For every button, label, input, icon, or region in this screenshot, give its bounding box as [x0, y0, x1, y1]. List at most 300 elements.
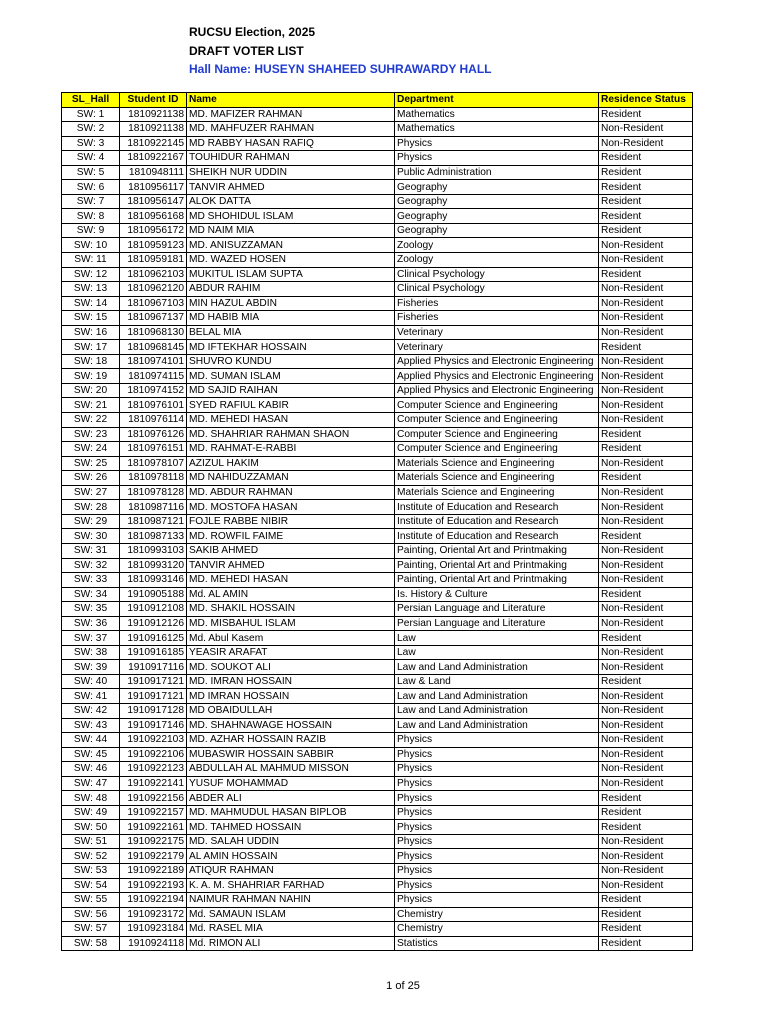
- cell-department: Zoology: [395, 253, 599, 268]
- cell-name: MD. SHAKIL HOSSAIN: [187, 602, 395, 617]
- cell-residence-status: Non-Resident: [599, 762, 693, 777]
- cell-residence-status: Non-Resident: [599, 543, 693, 558]
- cell-student-id: 1810968130: [120, 325, 187, 340]
- cell-name: MD. ABDUR RAHMAN: [187, 485, 395, 500]
- cell-sl-hall: SW: 22: [62, 413, 120, 428]
- cell-department: Institute of Education and Research: [395, 514, 599, 529]
- cell-department: Physics: [395, 805, 599, 820]
- cell-department: Law and Land Administration: [395, 689, 599, 704]
- cell-sl-hall: SW: 42: [62, 703, 120, 718]
- column-header-sl-hall: SL_Hall: [62, 93, 120, 108]
- cell-sl-hall: SW: 53: [62, 863, 120, 878]
- voter-table: [61, 92, 693, 951]
- cell-student-id: 1810956172: [120, 223, 187, 238]
- cell-name: Md. RIMON ALI: [187, 936, 395, 951]
- cell-student-id: 1810962120: [120, 282, 187, 297]
- cell-sl-hall: SW: 24: [62, 442, 120, 457]
- cell-student-id: 1910917116: [120, 660, 187, 675]
- cell-department: Is. History & Culture: [395, 587, 599, 602]
- cell-sl-hall: SW: 55: [62, 893, 120, 908]
- table-row: [62, 529, 693, 544]
- cell-department: Computer Science and Engineering: [395, 398, 599, 413]
- cell-department: Physics: [395, 893, 599, 908]
- cell-name: MD. WAZED HOSEN: [187, 253, 395, 268]
- cell-student-id: 1810921138: [120, 122, 187, 137]
- cell-residence-status: Resident: [599, 427, 693, 442]
- cell-department: Chemistry: [395, 907, 599, 922]
- cell-name: MD. MAHMUDUL HASAN BIPLOB: [187, 805, 395, 820]
- cell-student-id: 1910922179: [120, 849, 187, 864]
- cell-sl-hall: SW: 7: [62, 194, 120, 209]
- cell-name: TOUHIDUR RAHMAN: [187, 151, 395, 166]
- cell-sl-hall: SW: 21: [62, 398, 120, 413]
- cell-residence-status: Non-Resident: [599, 369, 693, 384]
- cell-residence-status: Non-Resident: [599, 296, 693, 311]
- cell-sl-hall: SW: 10: [62, 238, 120, 253]
- cell-residence-status: Resident: [599, 180, 693, 195]
- cell-name: MD. MISBAHUL ISLAM: [187, 616, 395, 631]
- cell-name: NAIMUR RAHMAN NAHIN: [187, 893, 395, 908]
- cell-name: SHEIKH NUR UDDIN: [187, 165, 395, 180]
- cell-residence-status: Non-Resident: [599, 136, 693, 151]
- cell-residence-status: Non-Resident: [599, 485, 693, 500]
- cell-residence-status: Resident: [599, 674, 693, 689]
- cell-name: MD SHOHIDUL ISLAM: [187, 209, 395, 224]
- cell-residence-status: Resident: [599, 922, 693, 937]
- table-row: [62, 500, 693, 515]
- cell-student-id: 1810956117: [120, 180, 187, 195]
- cell-name: Md. SAMAUN ISLAM: [187, 907, 395, 922]
- table-row: [62, 369, 693, 384]
- cell-sl-hall: SW: 25: [62, 456, 120, 471]
- cell-name: MD. TAHMED HOSSAIN: [187, 820, 395, 835]
- cell-name: AZIZUL HAKIM: [187, 456, 395, 471]
- cell-student-id: 1910922156: [120, 791, 187, 806]
- cell-student-id: 1910922123: [120, 762, 187, 777]
- cell-sl-hall: SW: 5: [62, 165, 120, 180]
- cell-department: Fisheries: [395, 311, 599, 326]
- cell-department: Public Administration: [395, 165, 599, 180]
- cell-residence-status: Non-Resident: [599, 863, 693, 878]
- cell-residence-status: Non-Resident: [599, 573, 693, 588]
- cell-residence-status: Non-Resident: [599, 500, 693, 515]
- cell-sl-hall: SW: 12: [62, 267, 120, 282]
- cell-name: Md. Abul Kasem: [187, 631, 395, 646]
- cell-department: Physics: [395, 762, 599, 777]
- table-row: [62, 543, 693, 558]
- table-row: [62, 296, 693, 311]
- cell-sl-hall: SW: 34: [62, 587, 120, 602]
- cell-student-id: 1910912126: [120, 616, 187, 631]
- hall-name: Hall Name: HUSEYN SHAHEED SUHRAWARDY HALL: [189, 62, 492, 76]
- cell-department: Law and Land Administration: [395, 718, 599, 733]
- cell-residence-status: Non-Resident: [599, 558, 693, 573]
- cell-residence-status: Non-Resident: [599, 849, 693, 864]
- list-title: DRAFT VOTER LIST: [189, 44, 304, 58]
- table-row: [62, 834, 693, 849]
- table-row: [62, 209, 693, 224]
- cell-student-id: 1910922175: [120, 834, 187, 849]
- cell-student-id: 1910924118: [120, 936, 187, 951]
- cell-residence-status: Non-Resident: [599, 645, 693, 660]
- cell-name: MD. MAFIZER RAHMAN: [187, 107, 395, 122]
- cell-residence-status: Resident: [599, 631, 693, 646]
- cell-department: Mathematics: [395, 107, 599, 122]
- table-header-row: [62, 93, 693, 108]
- table-row: [62, 733, 693, 748]
- cell-student-id: 1810974152: [120, 383, 187, 398]
- cell-student-id: 1910916185: [120, 645, 187, 660]
- cell-name: YUSUF MOHAMMAD: [187, 776, 395, 791]
- cell-name: BELAL MIA: [187, 325, 395, 340]
- cell-sl-hall: SW: 39: [62, 660, 120, 675]
- cell-residence-status: Non-Resident: [599, 253, 693, 268]
- cell-student-id: 1910917128: [120, 703, 187, 718]
- cell-student-id: 1910922189: [120, 863, 187, 878]
- table-row: [62, 340, 693, 355]
- cell-student-id: 1810967103: [120, 296, 187, 311]
- cell-department: Clinical Psychology: [395, 267, 599, 282]
- cell-name: MD. MEHEDI HASAN: [187, 413, 395, 428]
- cell-residence-status: Non-Resident: [599, 776, 693, 791]
- cell-sl-hall: SW: 36: [62, 616, 120, 631]
- cell-department: Physics: [395, 791, 599, 806]
- cell-student-id: 1810921138: [120, 107, 187, 122]
- cell-department: Applied Physics and Electronic Engineering: [395, 354, 599, 369]
- cell-residence-status: Resident: [599, 791, 693, 806]
- cell-sl-hall: SW: 54: [62, 878, 120, 893]
- cell-sl-hall: SW: 2: [62, 122, 120, 137]
- cell-sl-hall: SW: 13: [62, 282, 120, 297]
- table-row: [62, 456, 693, 471]
- table-row: [62, 776, 693, 791]
- table-row: [62, 703, 693, 718]
- table-row: [62, 325, 693, 340]
- cell-department: Physics: [395, 863, 599, 878]
- cell-student-id: 1810959123: [120, 238, 187, 253]
- cell-residence-status: Non-Resident: [599, 733, 693, 748]
- cell-sl-hall: SW: 38: [62, 645, 120, 660]
- cell-department: Fisheries: [395, 296, 599, 311]
- cell-department: Geography: [395, 223, 599, 238]
- cell-department: Painting, Oriental Art and Printmaking: [395, 573, 599, 588]
- cell-department: Painting, Oriental Art and Printmaking: [395, 543, 599, 558]
- cell-student-id: 1910916125: [120, 631, 187, 646]
- column-header-residence-status: Residence Status: [599, 93, 693, 108]
- cell-name: TANVIR AHMED: [187, 180, 395, 195]
- table-row: [62, 180, 693, 195]
- cell-sl-hall: SW: 31: [62, 543, 120, 558]
- election-title: RUCSU Election, 2025: [189, 25, 316, 39]
- cell-department: Computer Science and Engineering: [395, 413, 599, 428]
- cell-student-id: 1810978128: [120, 485, 187, 500]
- cell-sl-hall: SW: 6: [62, 180, 120, 195]
- table-row: [62, 442, 693, 457]
- table-row: [62, 311, 693, 326]
- cell-student-id: 1810993120: [120, 558, 187, 573]
- cell-sl-hall: SW: 33: [62, 573, 120, 588]
- table-row: [62, 267, 693, 282]
- cell-student-id: 1810978118: [120, 471, 187, 486]
- cell-sl-hall: SW: 44: [62, 733, 120, 748]
- cell-sl-hall: SW: 23: [62, 427, 120, 442]
- cell-sl-hall: SW: 8: [62, 209, 120, 224]
- cell-residence-status: Resident: [599, 165, 693, 180]
- table-row: [62, 253, 693, 268]
- cell-residence-status: Resident: [599, 587, 693, 602]
- table-row: [62, 893, 693, 908]
- table-row: [62, 660, 693, 675]
- cell-department: Applied Physics and Electronic Engineering: [395, 369, 599, 384]
- cell-name: SAKIB AHMED: [187, 543, 395, 558]
- cell-sl-hall: SW: 28: [62, 500, 120, 515]
- cell-sl-hall: SW: 9: [62, 223, 120, 238]
- cell-department: Physics: [395, 776, 599, 791]
- table-row: [62, 136, 693, 151]
- cell-sl-hall: SW: 40: [62, 674, 120, 689]
- cell-name: MD. IMRAN HOSSAIN: [187, 674, 395, 689]
- cell-student-id: 1910922194: [120, 893, 187, 908]
- cell-student-id: 1910923172: [120, 907, 187, 922]
- cell-residence-status: Non-Resident: [599, 354, 693, 369]
- cell-name: MD NAIM MIA: [187, 223, 395, 238]
- cell-name: MD. MAHFUZER RAHMAN: [187, 122, 395, 137]
- cell-department: Institute of Education and Research: [395, 500, 599, 515]
- cell-name: SYED RAFIUL KABIR: [187, 398, 395, 413]
- cell-sl-hall: SW: 43: [62, 718, 120, 733]
- cell-student-id: 1810968145: [120, 340, 187, 355]
- voter-table-body: [62, 107, 693, 951]
- cell-residence-status: Non-Resident: [599, 413, 693, 428]
- cell-residence-status: Non-Resident: [599, 456, 693, 471]
- cell-student-id: 1910917121: [120, 674, 187, 689]
- table-row: [62, 383, 693, 398]
- cell-name: MD. SHAHRIAR RAHMAN SHAON: [187, 427, 395, 442]
- cell-department: Physics: [395, 878, 599, 893]
- cell-department: Physics: [395, 151, 599, 166]
- cell-sl-hall: SW: 45: [62, 747, 120, 762]
- cell-student-id: 1810987133: [120, 529, 187, 544]
- table-row: [62, 223, 693, 238]
- cell-residence-status: Non-Resident: [599, 703, 693, 718]
- cell-residence-status: Non-Resident: [599, 238, 693, 253]
- cell-sl-hall: SW: 41: [62, 689, 120, 704]
- cell-student-id: 1910912108: [120, 602, 187, 617]
- cell-department: Chemistry: [395, 922, 599, 937]
- table-row: [62, 762, 693, 777]
- cell-name: YEASIR ARAFAT: [187, 645, 395, 660]
- cell-name: MD SAJID RAIHAN: [187, 383, 395, 398]
- cell-sl-hall: SW: 47: [62, 776, 120, 791]
- table-row: [62, 587, 693, 602]
- cell-sl-hall: SW: 4: [62, 151, 120, 166]
- cell-residence-status: Resident: [599, 194, 693, 209]
- cell-student-id: 1810976101: [120, 398, 187, 413]
- table-row: [62, 122, 693, 137]
- cell-name: SHUVRO KUNDU: [187, 354, 395, 369]
- cell-student-id: 1910917121: [120, 689, 187, 704]
- table-row: [62, 558, 693, 573]
- cell-residence-status: Resident: [599, 936, 693, 951]
- cell-name: MD. SHAHNAWAGE HOSSAIN: [187, 718, 395, 733]
- cell-department: Computer Science and Engineering: [395, 442, 599, 457]
- cell-student-id: 1810974115: [120, 369, 187, 384]
- cell-name: ALOK DATTA: [187, 194, 395, 209]
- cell-name: MD IFTEKHAR HOSSAIN: [187, 340, 395, 355]
- page-number: 1 of 25: [386, 980, 420, 992]
- cell-department: Physics: [395, 834, 599, 849]
- cell-sl-hall: SW: 56: [62, 907, 120, 922]
- cell-student-id: 1810959181: [120, 253, 187, 268]
- table-row: [62, 602, 693, 617]
- cell-name: MUKITUL ISLAM SUPTA: [187, 267, 395, 282]
- cell-residence-status: Non-Resident: [599, 311, 693, 326]
- cell-department: Computer Science and Engineering: [395, 427, 599, 442]
- cell-name: MIN HAZUL ABDIN: [187, 296, 395, 311]
- cell-department: Geography: [395, 194, 599, 209]
- cell-residence-status: Resident: [599, 151, 693, 166]
- cell-residence-status: Resident: [599, 442, 693, 457]
- cell-residence-status: Resident: [599, 267, 693, 282]
- cell-name: FOJLE RABBE NIBIR: [187, 514, 395, 529]
- cell-department: Physics: [395, 820, 599, 835]
- cell-sl-hall: SW: 52: [62, 849, 120, 864]
- table-row: [62, 485, 693, 500]
- table-row: [62, 645, 693, 660]
- cell-residence-status: Non-Resident: [599, 602, 693, 617]
- cell-residence-status: Non-Resident: [599, 689, 693, 704]
- table-row: [62, 718, 693, 733]
- cell-sl-hall: SW: 35: [62, 602, 120, 617]
- cell-residence-status: Resident: [599, 893, 693, 908]
- cell-residence-status: Non-Resident: [599, 325, 693, 340]
- cell-department: Physics: [395, 849, 599, 864]
- table-row: [62, 674, 693, 689]
- cell-student-id: 1910922106: [120, 747, 187, 762]
- cell-department: Persian Language and Literature: [395, 602, 599, 617]
- cell-residence-status: Non-Resident: [599, 514, 693, 529]
- cell-residence-status: Resident: [599, 340, 693, 355]
- cell-student-id: 1810974101: [120, 354, 187, 369]
- cell-sl-hall: SW: 15: [62, 311, 120, 326]
- cell-department: Physics: [395, 136, 599, 151]
- table-row: [62, 514, 693, 529]
- table-row: [62, 282, 693, 297]
- cell-sl-hall: SW: 32: [62, 558, 120, 573]
- cell-residence-status: Non-Resident: [599, 718, 693, 733]
- cell-name: ABDER ALI: [187, 791, 395, 806]
- cell-name: MD RABBY HASAN RAFIQ: [187, 136, 395, 151]
- table-row: [62, 747, 693, 762]
- cell-name: ABDULLAH AL MAHMUD MISSON: [187, 762, 395, 777]
- table-row: [62, 631, 693, 646]
- cell-student-id: 1910905188: [120, 587, 187, 602]
- cell-student-id: 1810956168: [120, 209, 187, 224]
- cell-name: MD. RAHMAT-E-RABBI: [187, 442, 395, 457]
- cell-residence-status: Non-Resident: [599, 383, 693, 398]
- cell-sl-hall: SW: 27: [62, 485, 120, 500]
- table-row: [62, 354, 693, 369]
- cell-residence-status: Resident: [599, 529, 693, 544]
- cell-residence-status: Non-Resident: [599, 122, 693, 137]
- cell-residence-status: Non-Resident: [599, 660, 693, 675]
- cell-student-id: 1810956147: [120, 194, 187, 209]
- cell-sl-hall: SW: 19: [62, 369, 120, 384]
- cell-student-id: 1810976151: [120, 442, 187, 457]
- cell-department: Applied Physics and Electronic Engineering: [395, 383, 599, 398]
- table-row: [62, 573, 693, 588]
- cell-residence-status: Resident: [599, 107, 693, 122]
- cell-residence-status: Resident: [599, 471, 693, 486]
- cell-sl-hall: SW: 26: [62, 471, 120, 486]
- cell-department: Persian Language and Literature: [395, 616, 599, 631]
- table-row: [62, 849, 693, 864]
- cell-sl-hall: SW: 57: [62, 922, 120, 937]
- table-row: [62, 107, 693, 122]
- cell-student-id: 1810987116: [120, 500, 187, 515]
- cell-sl-hall: SW: 11: [62, 253, 120, 268]
- cell-department: Law & Land: [395, 674, 599, 689]
- table-row: [62, 922, 693, 937]
- cell-student-id: 1810922167: [120, 151, 187, 166]
- cell-department: Physics: [395, 733, 599, 748]
- cell-department: Materials Science and Engineering: [395, 471, 599, 486]
- cell-name: MD HABIB MIA: [187, 311, 395, 326]
- cell-name: MD. MOSTOFA HASAN: [187, 500, 395, 515]
- cell-department: Law: [395, 645, 599, 660]
- table-row: [62, 863, 693, 878]
- cell-sl-hall: SW: 50: [62, 820, 120, 835]
- cell-residence-status: Non-Resident: [599, 747, 693, 762]
- table-row: [62, 194, 693, 209]
- cell-department: Statistics: [395, 936, 599, 951]
- table-row: [62, 805, 693, 820]
- cell-department: Geography: [395, 209, 599, 224]
- cell-department: Clinical Psychology: [395, 282, 599, 297]
- table-row: [62, 238, 693, 253]
- cell-name: MD NAHIDUZZAMAN: [187, 471, 395, 486]
- cell-department: Geography: [395, 180, 599, 195]
- cell-student-id: 1910922103: [120, 733, 187, 748]
- cell-name: ABDUR RAHIM: [187, 282, 395, 297]
- cell-student-id: 1910922157: [120, 805, 187, 820]
- cell-name: MD OBAIDULLAH: [187, 703, 395, 718]
- table-row: [62, 471, 693, 486]
- cell-department: Painting, Oriental Art and Printmaking: [395, 558, 599, 573]
- cell-sl-hall: SW: 1: [62, 107, 120, 122]
- cell-residence-status: Non-Resident: [599, 282, 693, 297]
- column-header-name: Name: [187, 93, 395, 108]
- cell-residence-status: Resident: [599, 209, 693, 224]
- cell-student-id: 1910917146: [120, 718, 187, 733]
- cell-sl-hall: SW: 46: [62, 762, 120, 777]
- cell-residence-status: Resident: [599, 907, 693, 922]
- cell-department: Law and Land Administration: [395, 660, 599, 675]
- cell-student-id: 1910923184: [120, 922, 187, 937]
- cell-sl-hall: SW: 3: [62, 136, 120, 151]
- table-row: [62, 936, 693, 951]
- cell-department: Law: [395, 631, 599, 646]
- table-row: [62, 165, 693, 180]
- table-row: [62, 907, 693, 922]
- cell-residence-status: Non-Resident: [599, 834, 693, 849]
- cell-sl-hall: SW: 49: [62, 805, 120, 820]
- cell-residence-status: Non-Resident: [599, 398, 693, 413]
- cell-department: Zoology: [395, 238, 599, 253]
- cell-name: Md. RASEL MIA: [187, 922, 395, 937]
- cell-student-id: 1810922145: [120, 136, 187, 151]
- table-row: [62, 151, 693, 166]
